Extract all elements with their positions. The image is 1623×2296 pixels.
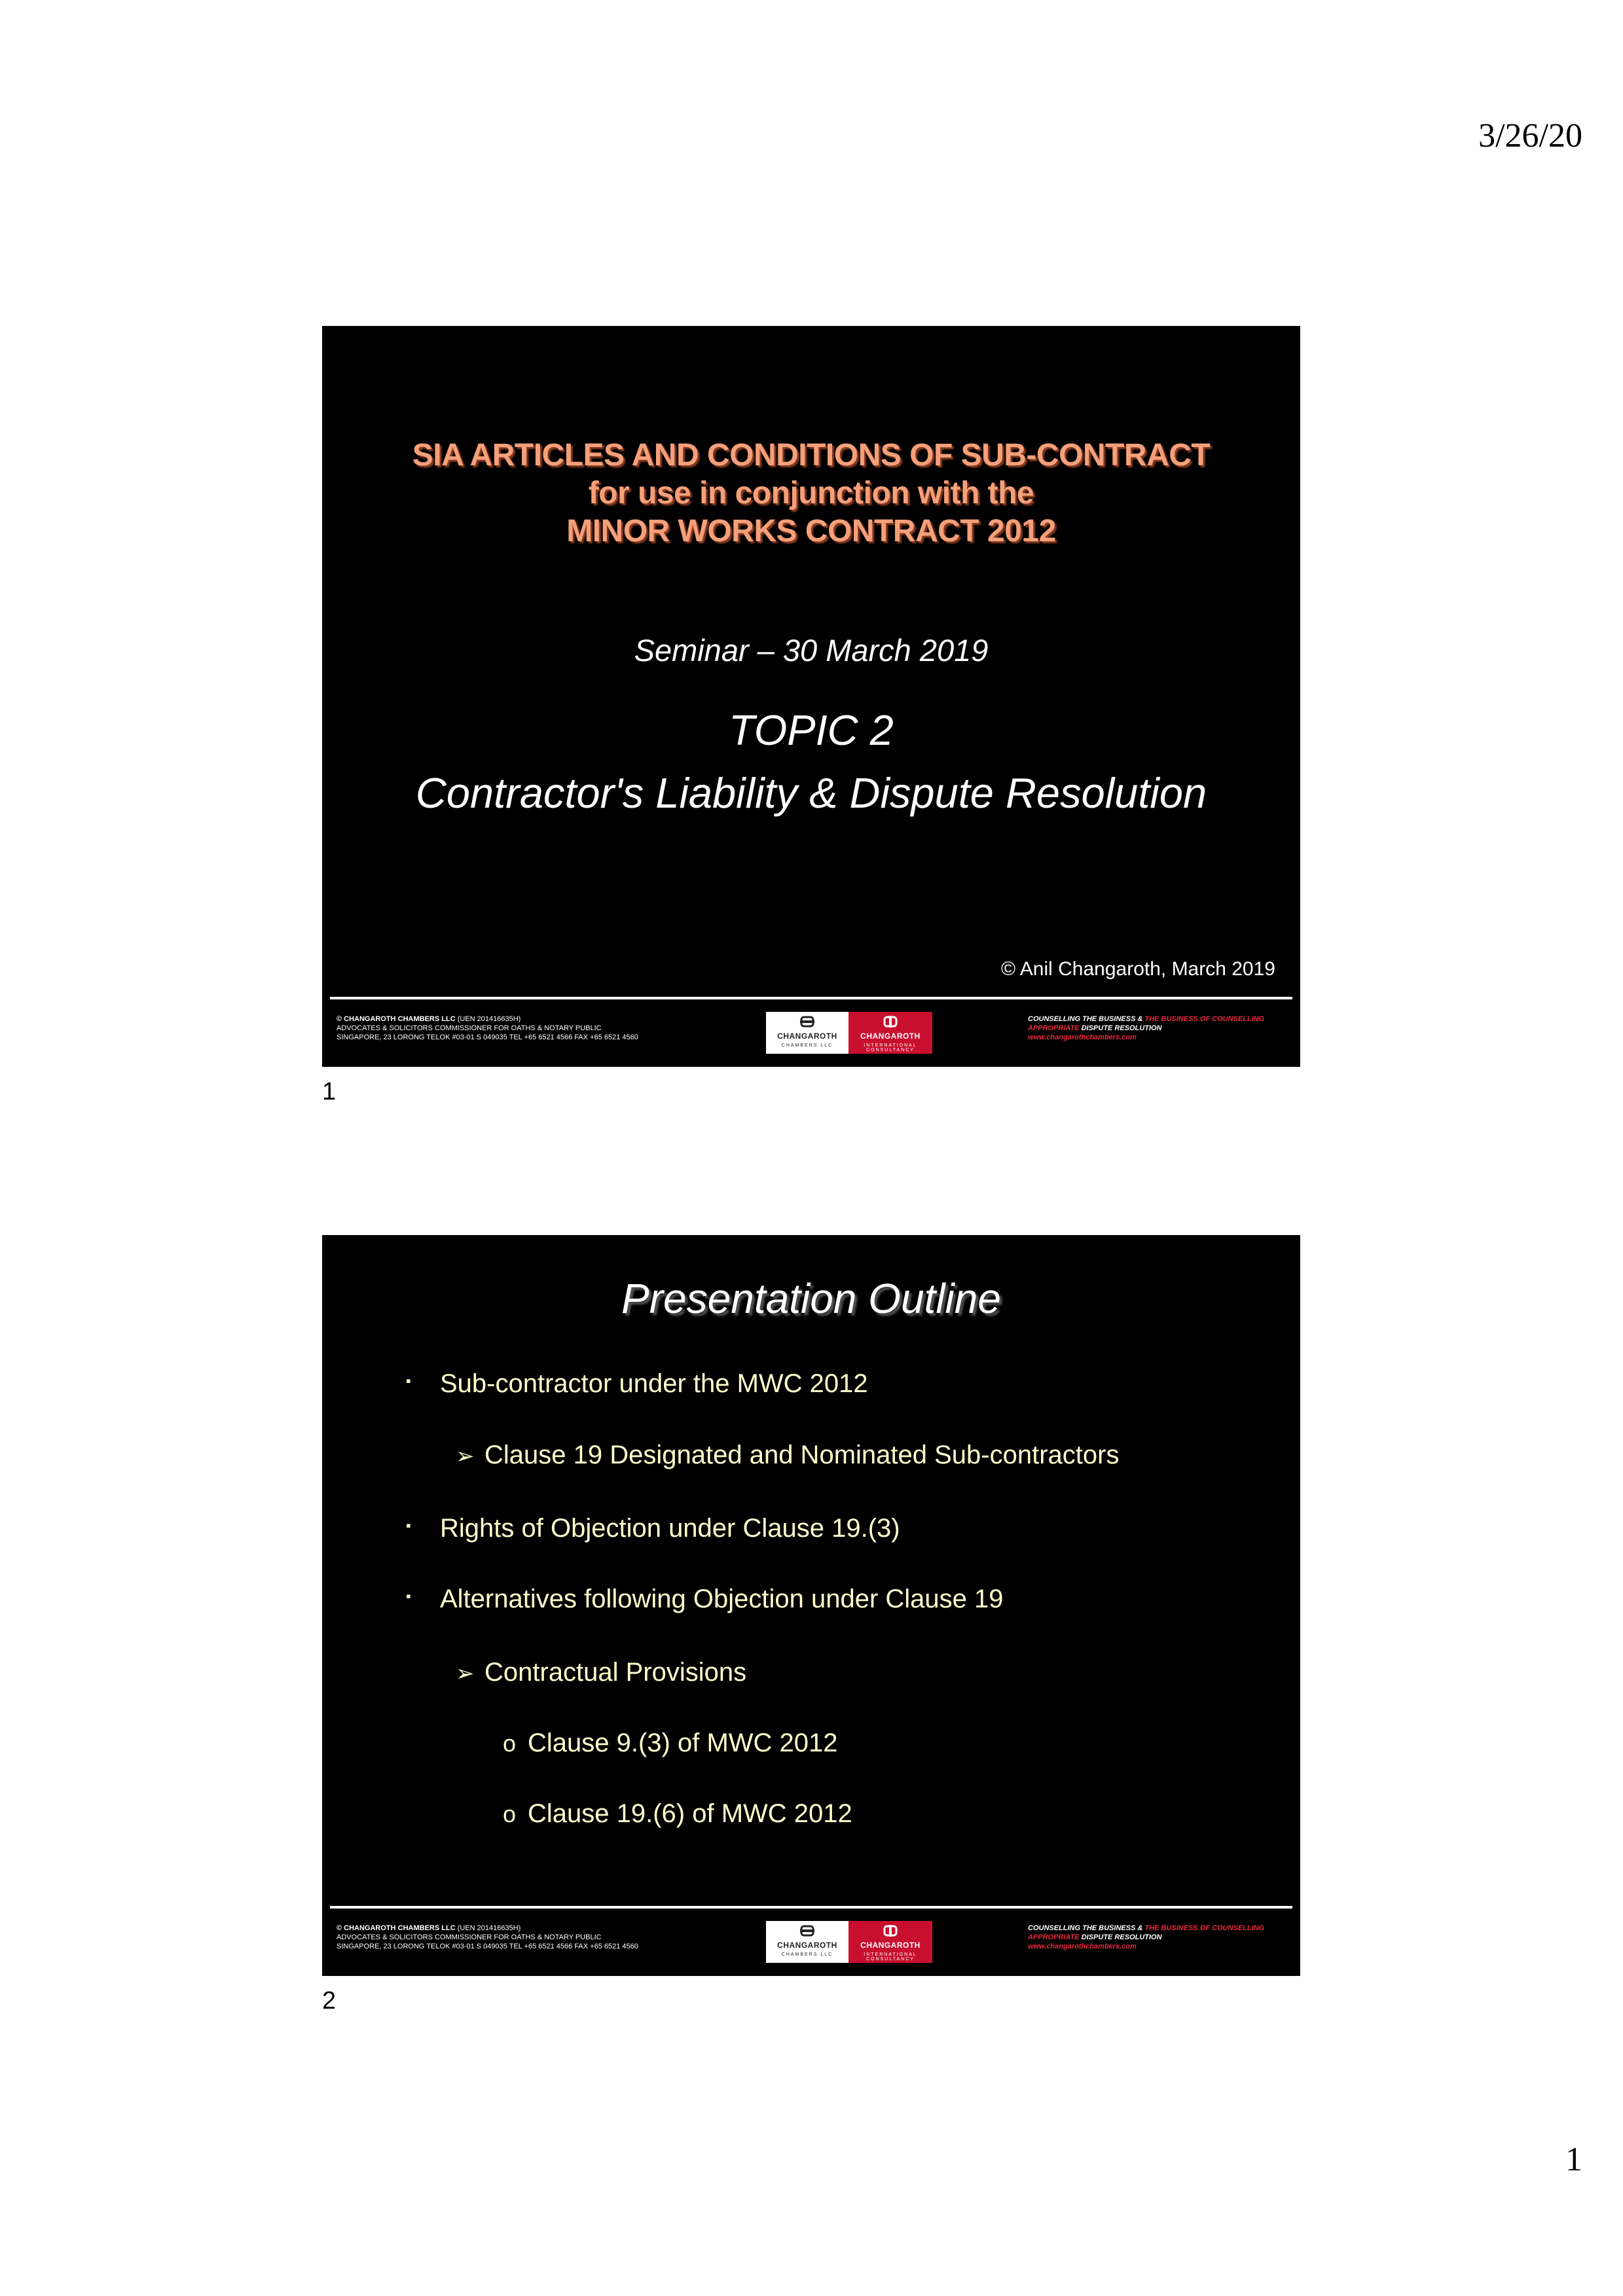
footer-website: www.changarothchambers.com — [1028, 1943, 1137, 1950]
tagline-part-1: COUNSELLING THE BUSINESS & — [1028, 1924, 1145, 1932]
footer-firm-details — [337, 1014, 703, 1042]
tagline-part-3: APPROPRIATE — [1028, 1933, 1080, 1941]
logo-consultancy-text: CHANGAROTH — [860, 1031, 921, 1041]
outline-item — [503, 1729, 838, 1758]
outline-item-text: Sub-contractor under the MWC 2012 — [440, 1369, 868, 1398]
square-bullet-icon: ▪ — [406, 1588, 411, 1605]
slide-title — [322, 326, 1300, 1067]
circle-bullet-icon: o — [503, 1801, 517, 1827]
outline-item — [456, 1441, 1119, 1470]
page-date: 3/26/20 — [1478, 117, 1582, 154]
slide-title-line-2: for use in conjunction with the — [588, 476, 1034, 511]
outline-item-text: Contractual Provisions — [484, 1658, 747, 1687]
slide-title-line-1: SIA ARTICLES AND CONDITIONS OF SUB-CONTRACT — [412, 438, 1211, 473]
logo-consultancy-sub: INTERNATIONAL CONSULTANCY — [864, 1043, 917, 1052]
logo-chambers-text: CHANGAROTH — [777, 1031, 837, 1041]
footer-firm-name: © CHANGAROTH CHAMBERS LLC — [337, 1924, 456, 1932]
tagline-part-2: THE BUSINESS OF COUNSELLING — [1144, 1924, 1265, 1932]
footer-divider — [330, 1906, 1292, 1909]
square-bullet-icon: ▪ — [406, 1372, 411, 1390]
footer-firm-uen: (UEN 201416635H) — [455, 1924, 521, 1932]
topic-heading: TOPIC 2 — [729, 706, 894, 754]
tagline-part-2: THE BUSINESS OF COUNSELLING — [1144, 1015, 1265, 1023]
logo-consultancy — [848, 1012, 932, 1054]
logo-mark-icon — [883, 1016, 898, 1028]
arrow-bullet-icon: ➢ — [456, 1444, 475, 1469]
footer-divider — [330, 997, 1292, 999]
outline-item-text: Clause 9.(3) of MWC 2012 — [528, 1729, 838, 1757]
circle-bullet-icon: o — [503, 1730, 517, 1757]
logo-chambers — [766, 1921, 848, 1963]
footer-firm-desc: ADVOCATES & SOLICITORS COMMISSIONER FOR OATHS & NOTARY PUBLIC — [337, 1024, 602, 1032]
logo-chambers-sub: CHAMBERS LLC — [781, 1952, 833, 1957]
outline-item-text: Rights of Objection under Clause 19.(3) — [440, 1514, 900, 1543]
footer-tagline — [1028, 1924, 1290, 1951]
outline-item-text: Alternatives following Objection under Clause 19 — [440, 1585, 1004, 1613]
seminar-date: Seminar – 30 March 2019 — [634, 633, 989, 668]
logo-mark-icon — [883, 1925, 898, 1937]
tagline-part-4: DISPUTE RESOLUTION — [1079, 1933, 1162, 1941]
outline-item — [406, 1369, 868, 1399]
firm-logo — [766, 1012, 932, 1054]
slide-title-line-3: MINOR WORKS CONTRACT 2012 — [566, 514, 1056, 548]
arrow-bullet-icon: ➢ — [456, 1661, 475, 1686]
tagline-part-4: DISPUTE RESOLUTION — [1079, 1024, 1162, 1032]
outline-title: Presentation Outline — [621, 1275, 1001, 1322]
footer-website: www.changarothchambers.com — [1028, 1033, 1137, 1041]
footer-firm-address: SINGAPORE, 23 LORONG TELOK #03-01 S 049035 TEL +65 6521 4566 FAX +65 6521 4560 — [337, 1943, 638, 1950]
tagline-part-1: COUNSELLING THE BUSINESS & — [1028, 1015, 1145, 1023]
outline-item — [406, 1514, 900, 1543]
outline-item — [503, 1799, 852, 1829]
page-number: 1 — [1565, 2141, 1582, 2178]
outline-item-text: Clause 19 Designated and Nominated Sub-contractors — [484, 1441, 1120, 1469]
logo-consultancy-sub: INTERNATIONAL CONSULTANCY — [864, 1952, 917, 1962]
logo-chambers-sub: CHAMBERS LLC — [781, 1043, 833, 1048]
slide-outline — [322, 1235, 1300, 1976]
logo-consultancy-text: CHANGAROTH — [860, 1941, 921, 1950]
logo-mark-icon — [800, 1925, 814, 1937]
topic-subtitle: Contractor's Liability & Dispute Resolution — [415, 769, 1207, 817]
footer-firm-desc: ADVOCATES & SOLICITORS COMMISSIONER FOR OATHS & NOTARY PUBLIC — [337, 1933, 602, 1941]
tagline-part-3: APPROPRIATE — [1028, 1024, 1080, 1032]
outline-item — [406, 1585, 1004, 1614]
logo-chambers — [766, 1012, 848, 1054]
slide-index-1: 1 — [322, 1078, 337, 1105]
square-bullet-icon: ▪ — [406, 1517, 411, 1534]
outline-item — [456, 1658, 746, 1687]
footer-tagline — [1028, 1014, 1290, 1042]
logo-chambers-text: CHANGAROTH — [777, 1941, 837, 1950]
logo-mark-icon — [800, 1016, 814, 1028]
copyright-notice: © Anil Changaroth, March 2019 — [1000, 958, 1275, 980]
footer-firm-name: © CHANGAROTH CHAMBERS LLC — [337, 1015, 456, 1023]
footer-firm-details — [337, 1924, 703, 1951]
slide-index-2: 2 — [322, 1987, 337, 2015]
firm-logo — [766, 1921, 932, 1963]
footer-firm-address: SINGAPORE, 23 LORONG TELOK #03-01 S 049035 TEL +65 6521 4566 FAX +65 6521 4560 — [337, 1033, 638, 1041]
logo-consultancy — [848, 1921, 932, 1963]
footer-firm-uen: (UEN 201416635H) — [455, 1015, 521, 1023]
outline-item-text: Clause 19.(6) of MWC 2012 — [528, 1799, 852, 1828]
